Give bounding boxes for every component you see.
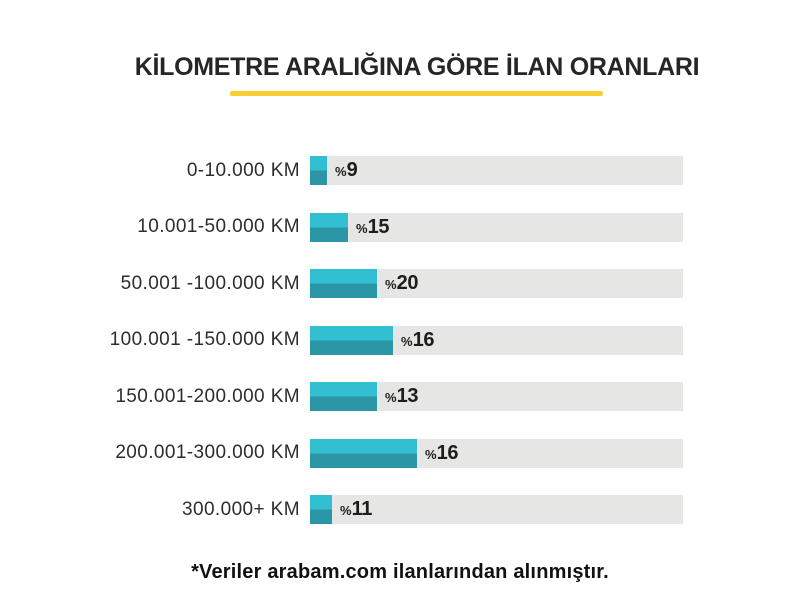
value-label (356, 216, 389, 239)
bar-track (310, 382, 683, 411)
percent-sign: % (340, 503, 352, 518)
category-label: 0-10.000 KM (186, 159, 300, 181)
chart-row (0, 156, 800, 185)
value-label (385, 385, 418, 408)
title-underline (230, 91, 603, 96)
value-number: 20 (396, 272, 419, 294)
bar (310, 269, 377, 298)
percent-sign: % (385, 390, 397, 405)
value-label (425, 442, 458, 465)
percent-sign: % (425, 446, 437, 462)
bar (310, 213, 348, 242)
bar-track (310, 495, 683, 524)
percent-sign: % (401, 333, 413, 349)
percent-sign: % (335, 164, 347, 179)
value-number: 13 (396, 385, 419, 407)
value-number: 9 (346, 159, 358, 181)
chart-row (0, 326, 800, 355)
value-label (335, 159, 357, 182)
value-label (340, 498, 372, 521)
bar-track (310, 213, 683, 242)
value-number: 11 (351, 498, 373, 520)
bar-track (310, 439, 683, 468)
value-number: 15 (367, 215, 390, 238)
bar-track (310, 156, 683, 185)
category-label: 200.001-300.000 KM (115, 442, 300, 463)
bar (310, 439, 417, 468)
bar (310, 495, 332, 524)
chart-row (0, 269, 800, 298)
bar (310, 326, 393, 355)
bar-chart (0, 156, 800, 552)
percent-sign: % (356, 220, 368, 236)
chart-row (0, 382, 800, 411)
percent-sign: % (385, 277, 397, 292)
category-label: 300.000+ KM (182, 498, 300, 520)
value-number: 16 (436, 441, 459, 464)
category-label: 150.001-200.000 KM (115, 385, 300, 407)
bar-track (310, 269, 683, 298)
category-label: 100.001 -150.000 KM (109, 329, 300, 350)
value-label (401, 329, 434, 352)
chart-row (0, 439, 800, 468)
bar-track (310, 326, 683, 355)
chart-row (0, 213, 800, 242)
page-title: KİLOMETRE ARALIĞINA GÖRE İLAN ORANLARI (134, 53, 700, 81)
bar (310, 156, 327, 185)
value-label (385, 272, 418, 295)
value-number: 16 (412, 328, 435, 351)
source-note: *Veriler arabam.com ilanlarından alınmıştır. (191, 561, 609, 583)
category-label: 10.001-50.000 KM (137, 216, 300, 237)
bar (310, 382, 377, 411)
chart-row (0, 495, 800, 524)
category-label: 50.001 -100.000 KM (120, 272, 300, 294)
